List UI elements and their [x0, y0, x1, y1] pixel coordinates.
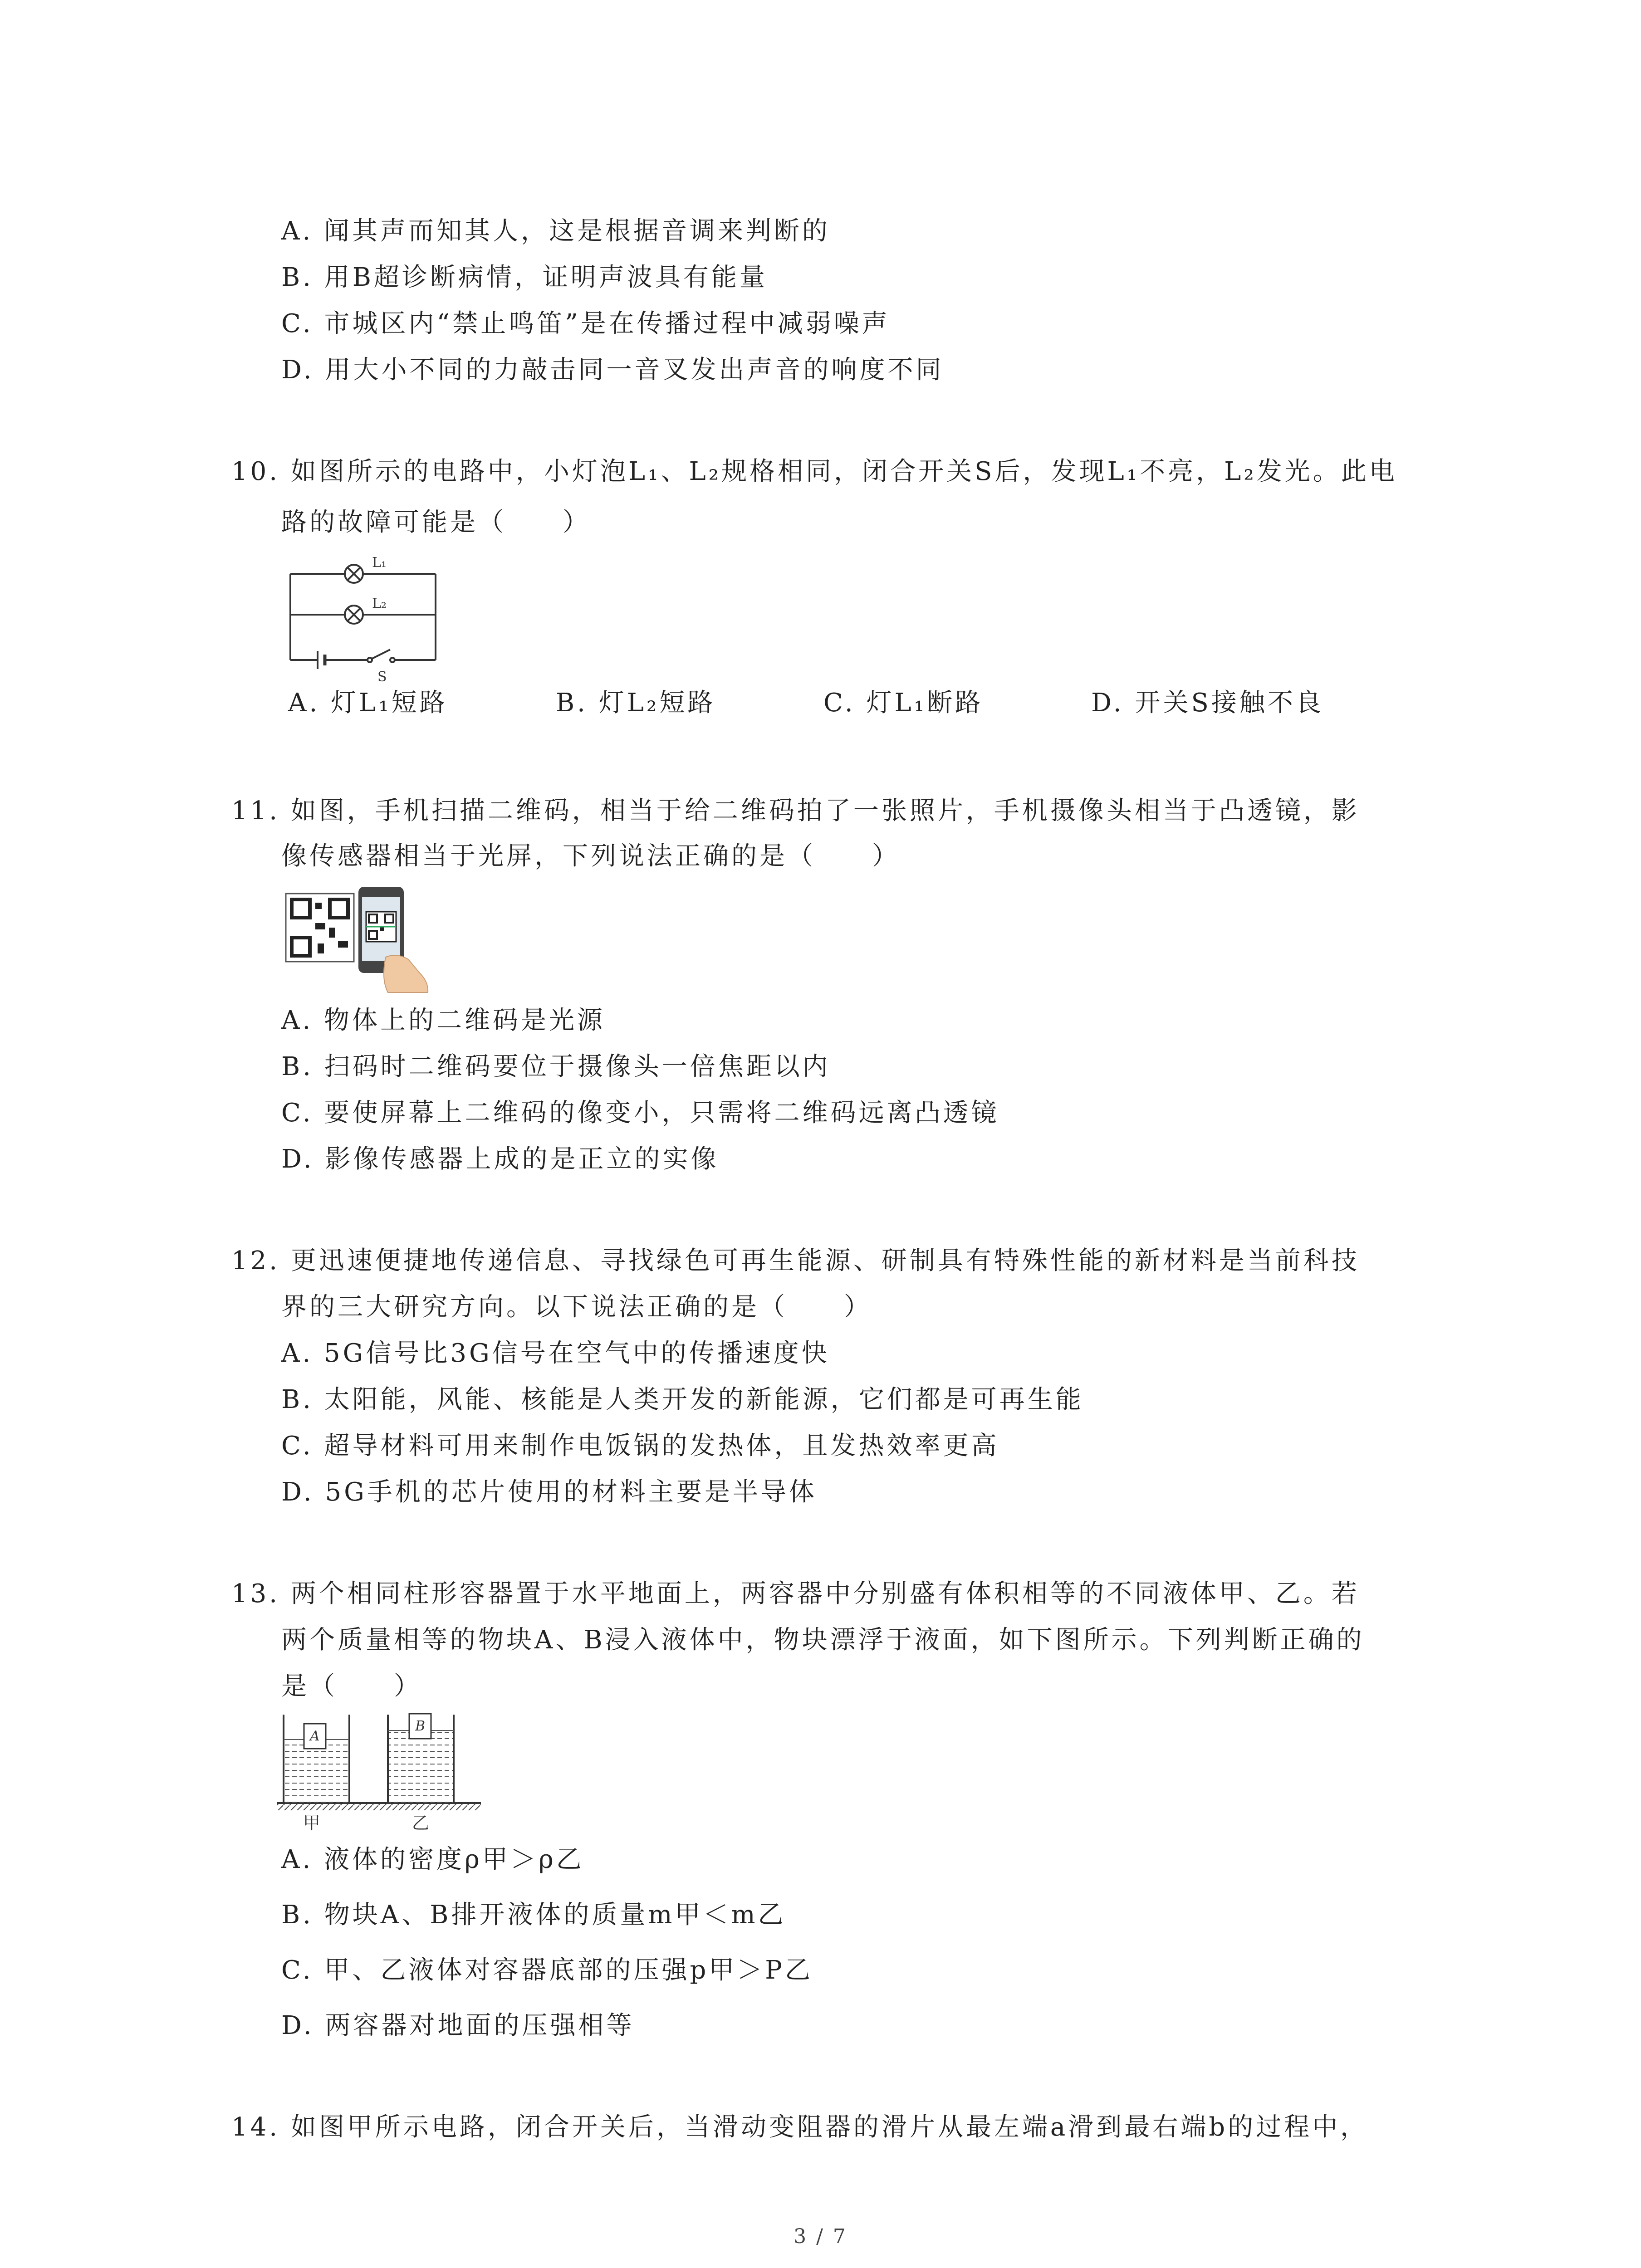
q10-fig-label-l1: L₁ — [372, 555, 387, 571]
q9-option-a: A. 闻其声而知其人，这是根据音调来判断的 — [281, 216, 831, 246]
q11-option-d: D. 影像传感器上成的是正立的实像 — [281, 1144, 719, 1174]
q11-stem-line2: 像传感器相当于光屏，下列说法正确的是（ ） — [281, 841, 900, 871]
q12-option-b: B. 太阳能，风能、核能是人类开发的新能源，它们都是可再生能 — [281, 1385, 1084, 1414]
q10-option-d: D. 开关S接触不良 — [1091, 688, 1324, 718]
q13-option-b: B. 物块A、B排开液体的质量m甲＜m乙 — [281, 1900, 786, 1930]
q13-fig-label-jia: 甲 — [303, 1813, 321, 1833]
q12-stem-line1: 12. 更迅速便捷地传递信息、寻找绿色可再生能源、研制具有特殊性能的新材料是当前科技 — [231, 1246, 1360, 1276]
q13-option-d: D. 两容器对地面的压强相等 — [281, 2011, 635, 2040]
page-number: 3 / 7 — [794, 2225, 847, 2248]
q10-option-c: C. 灯L₁断路 — [823, 688, 984, 718]
q12-option-d: D. 5G手机的芯片使用的材料主要是半导体 — [281, 1477, 817, 1507]
q13-block-a-label: A — [310, 1728, 320, 1744]
q11-stem-line1: 11. 如图，手机扫描二维码，相当于给二维码拍了一张照片，手机摄像头相当于凸透镜，影 — [231, 796, 1360, 826]
q12-stem-line2: 界的三大研究方向。以下说法正确的是（ ） — [281, 1292, 872, 1322]
q12-option-a: A. 5G信号比3G信号在空气中的传播速度快 — [281, 1339, 830, 1368]
q13-stem-line1: 13. 两个相同柱形容器置于水平地面上，两容器中分别盛有体积相等的不同液体甲、乙。若 — [231, 1579, 1360, 1608]
q10-option-b: B. 灯L₂短路 — [556, 688, 716, 718]
q10-circuit-diagram — [281, 549, 445, 685]
q13-stem-line3: 是（ ） — [281, 1672, 422, 1701]
q11-option-c: C. 要使屏幕上二维码的像变小，只需将二维码远离凸透镜 — [281, 1098, 999, 1128]
q10-stem-line2: 路的故障可能是（ ） — [281, 508, 591, 537]
q13-option-c: C. 甲、乙液体对容器底部的压强p甲＞P乙 — [281, 1955, 813, 1985]
q11-option-b: B. 扫码时二维码要位于摄像头一倍焦距以内 — [281, 1052, 831, 1081]
q10-fig-label-s: S — [377, 669, 387, 685]
q13-option-a: A. 液体的密度ρ甲＞ρ乙 — [281, 1845, 584, 1874]
q13-block-b-label: B — [415, 1718, 426, 1734]
q13-containers-diagram — [277, 1710, 485, 1837]
q10-fig-label-l2: L₂ — [372, 596, 387, 611]
q9-option-c: C. 市城区内“禁止鸣笛”是在传播过程中减弱噪声 — [281, 309, 890, 338]
q13-stem-line2: 两个质量相等的物块A、B浸入液体中，物块漂浮于液面，如下图所示。下列判断正确的 — [281, 1625, 1365, 1655]
q11-qr-phone-image — [284, 885, 433, 993]
q9-option-d: D. 用大小不同的力敲击同一音叉发出声音的响度不同 — [281, 355, 944, 385]
q10-stem-line1: 10. 如图所示的电路中，小灯泡L₁、L₂规格相同，闭合开关S后，发现L₁不亮，L₂发光。此电 — [231, 457, 1397, 486]
q10-option-a: A. 灯L₁短路 — [288, 688, 448, 718]
q14-stem-line1: 14. 如图甲所示电路，闭合开关后，当滑动变阻器的滑片从最左端a滑到最右端b的过程中， — [231, 2112, 1369, 2142]
q12-option-c: C. 超导材料可用来制作电饭锅的发热体，且发热效率更高 — [281, 1431, 999, 1461]
q11-option-a: A. 物体上的二维码是光源 — [281, 1006, 606, 1035]
q9-option-b: B. 用B超诊断病情，证明声波具有能量 — [281, 263, 768, 292]
q13-fig-label-yi: 乙 — [412, 1813, 430, 1833]
